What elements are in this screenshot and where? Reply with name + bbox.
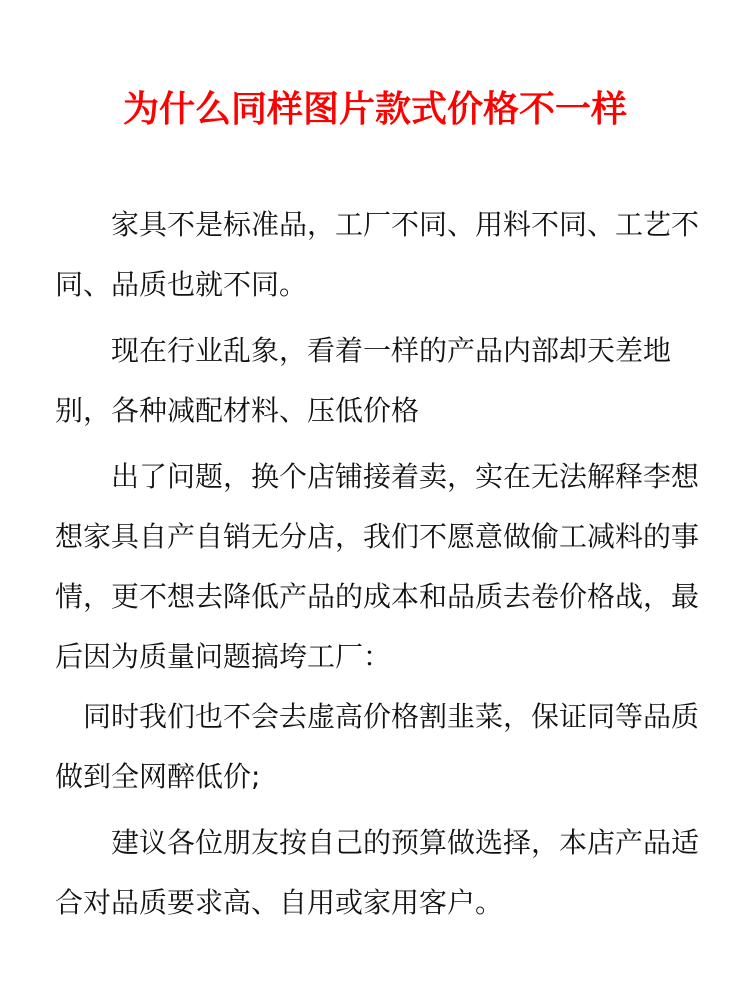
paragraph-3: 出了问题，换个店铺接着卖，实在无法解释李想想家具自产自销无分店，我们不愿意做偷工减料的事情，更不想去降低产品的成本和品质去卷价格战，最后因为质量问题搞垮工厂： [55,460,700,673]
paragraph-4: 同时我们也不会去虚高价格割韭菜，保证同等品质做到全网醉低价; [55,700,700,793]
paragraph-1: 家具不是标准品，工厂不同、用料不同、工艺不同、品质也就不同。 [55,208,700,301]
article-body [55,195,705,937]
page-title: 为什么同样图片款式价格不一样 [122,89,627,130]
paragraph-2: 现在行业乱象，看着一样的产品内部却天差地别，各种减配材料、压低价格 [55,334,672,427]
paragraph-5: 建议各位朋友按自己的预算做选择，本店产品适合对品质要求高、自用或家用客户。 [55,826,700,919]
